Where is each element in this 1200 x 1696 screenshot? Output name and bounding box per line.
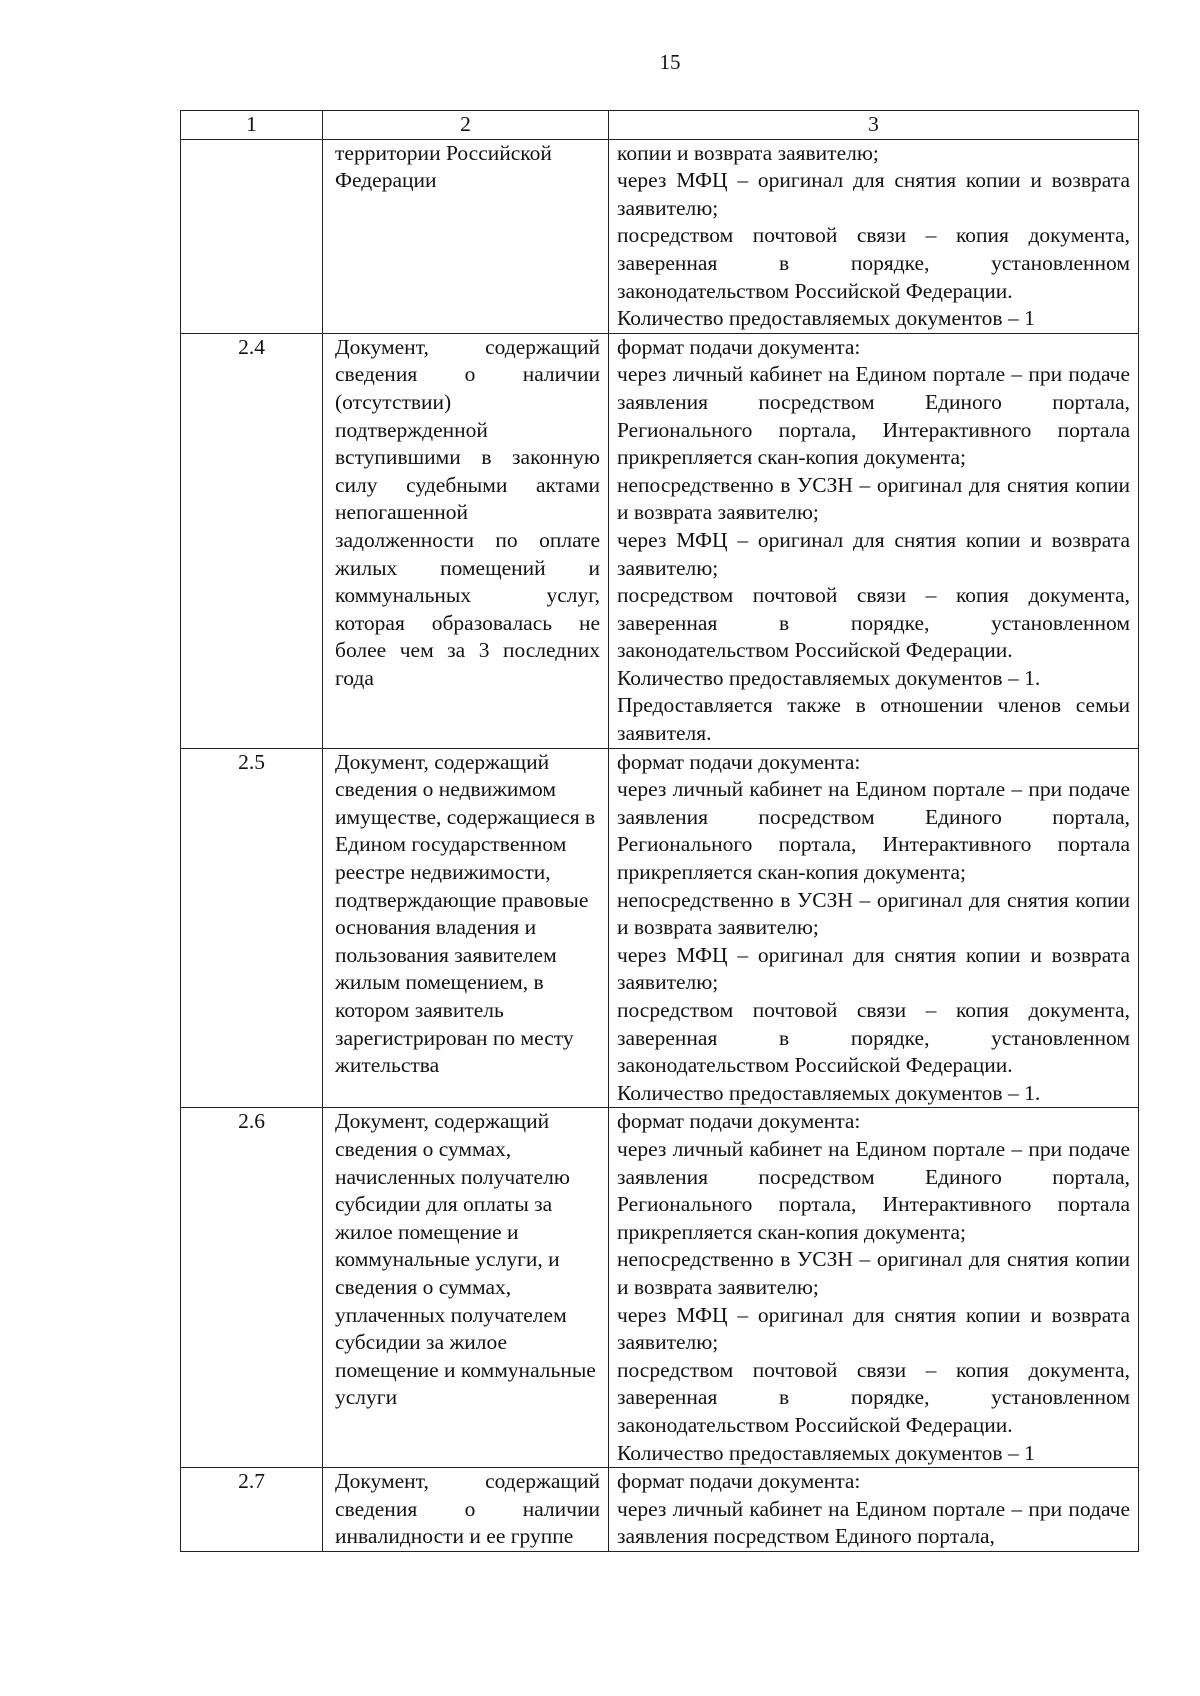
format-paragraph: через МФЦ – оригинал для снятия копии и возврата заявителю; (617, 168, 1130, 220)
format-paragraph: через личный кабинет на Едином портале – при подаче заявления посредством Единого портала, (617, 1496, 1130, 1549)
document-name: Документ, содержащий сведения о наличии инвалидности и ее группе (323, 1468, 609, 1552)
format-paragraph: формат подачи документа: (617, 334, 861, 359)
format-paragraph: посредством почтовой связи – копия документа, заверенная в порядке, установленном законодательством Российской Федерации. (617, 998, 1130, 1078)
format-paragraph: Количество предоставляемых документов – 1. (617, 1080, 1041, 1105)
document-table (180, 110, 1139, 1552)
format-paragraph: через МФЦ – оригинал для снятия копии и возврата заявителю; (617, 527, 1130, 580)
table-row (181, 333, 1139, 748)
submission-format (609, 333, 1139, 748)
submission-format (609, 1468, 1139, 1552)
table-row (181, 1108, 1139, 1468)
row-number: 2.4 (181, 333, 323, 748)
format-paragraph: непосредственно в УСЗН – оригинал для снятия копии и возврата заявителю; (617, 887, 1130, 940)
column-header: 2 (323, 111, 609, 140)
format-paragraph: Количество предоставляемых документов – 1. (617, 665, 1041, 690)
format-paragraph: копии и возврата заявителю; (617, 140, 879, 165)
submission-format (609, 1108, 1139, 1468)
document-name: Документ, содержащий сведения о недвижимом имуществе, содержащиеся в Едином государственном реестре недвижимости, подтверждающие правовые основания владения и пользования заявителем жилым помещением, в котором заявитель зарегистрирован по месту жительства (323, 748, 609, 1108)
page-number: 15 (659, 50, 681, 74)
format-paragraph: формат подачи документа: (617, 1109, 861, 1134)
document-name: Документ, содержащий сведения о суммах, начисленных получателю субсидии для оплаты за жилое помещение и коммунальные услуги, и сведения о суммах, уплаченных получателем субсидии за жилое помещение и коммунальные услуги (323, 1108, 609, 1468)
column-header: 3 (609, 111, 1139, 140)
document-name: Документ, содержащий сведения о наличии (отсутствии) подтвержденной вступившими в законную силу судебными актами непогашенной задолженности по оплате жилых помещений и коммунальных услуг, которая образовалась не более чем за 3 последних года (323, 333, 609, 748)
row-number: 2.5 (181, 748, 323, 1108)
row-number: 2.6 (181, 1108, 323, 1468)
format-paragraph: непосредственно в УСЗН – оригинал для снятия копии и возврата заявителю; (617, 472, 1130, 525)
format-paragraph: через личный кабинет на Едином портале – при подаче заявления посредством Единого портала, Регионального портала, Интерактивного портала прикрепляется скан-копия документа; (617, 1136, 1130, 1244)
format-paragraph: Количество предоставляемых документов – 1 (617, 306, 1035, 331)
format-paragraph: через МФЦ – оригинал для снятия копии и возврата заявителю; (617, 1302, 1130, 1355)
format-paragraph: Предоставляется также в отношении членов семьи заявителя. (617, 693, 1130, 746)
submission-format (609, 748, 1139, 1108)
format-paragraph: через личный кабинет на Едином портале – при подаче заявления посредством Единого портала, Регионального портала, Интерактивного портала прикрепляется скан-копия документа; (617, 362, 1130, 470)
table-row-continuation (181, 139, 1139, 333)
submission-format (609, 139, 1139, 333)
column-header: 1 (181, 111, 323, 140)
row-number (181, 139, 323, 333)
format-paragraph: формат подачи документа: (617, 1469, 861, 1494)
table-header-row (181, 111, 1139, 140)
document-name: территории Российской Федерации (323, 139, 609, 333)
format-paragraph: через МФЦ – оригинал для снятия копии и возврата заявителю; (617, 942, 1130, 995)
format-paragraph: посредством почтовой связи – копия документа, заверенная в порядке, установленном законодательством Российской Федерации. (617, 583, 1130, 663)
format-paragraph: Количество предоставляемых документов – 1 (617, 1440, 1035, 1465)
table-row (181, 748, 1139, 1108)
row-number: 2.7 (181, 1468, 323, 1552)
format-paragraph: посредством почтовой связи – копия документа, заверенная в порядке, установленном законодательством Российской Федерации. (617, 1357, 1130, 1437)
table-row (181, 1468, 1139, 1552)
format-paragraph: посредством почтовой связи – копия документа, заверенная в порядке, установленном законодательством Российской Федерации. (617, 223, 1130, 303)
format-paragraph: через личный кабинет на Едином портале – при подаче заявления посредством Единого портала, Регионального портала, Интерактивного портала прикрепляется скан-копия документа; (617, 777, 1130, 885)
format-paragraph: формат подачи документа: (617, 749, 861, 774)
format-paragraph: непосредственно в УСЗН – оригинал для снятия копии и возврата заявителю; (617, 1247, 1130, 1299)
